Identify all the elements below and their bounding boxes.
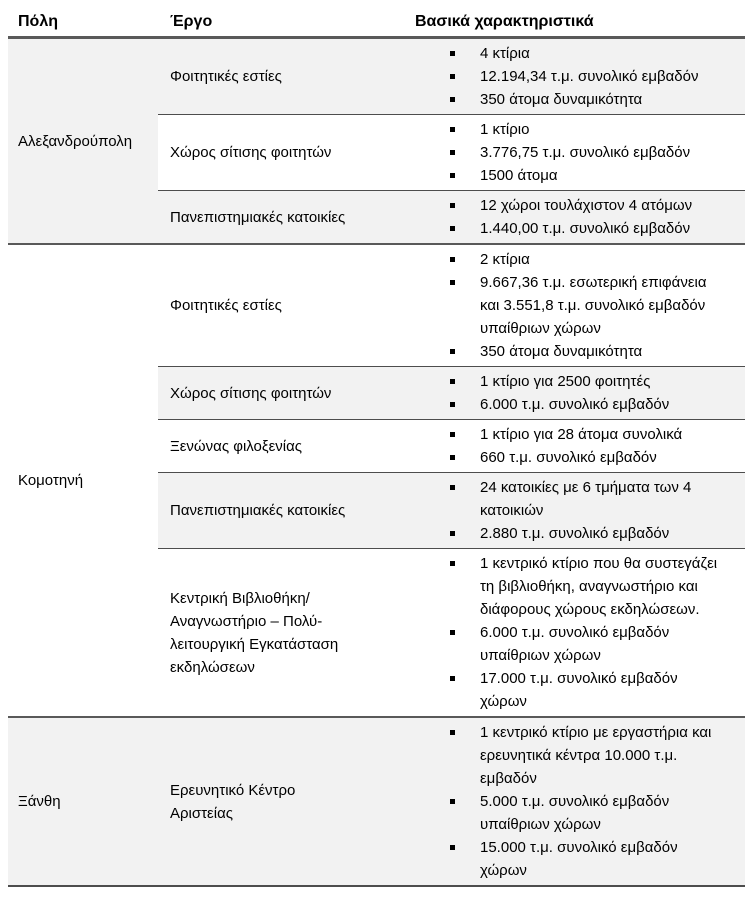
feature-item: [405, 194, 735, 217]
square-bullet-icon: [450, 203, 455, 208]
projects-table: [8, 0, 745, 887]
feature-text: 6.000 τ.μ. συνολικό εμβαδόν: [480, 396, 670, 413]
table-body: [8, 38, 745, 887]
feature-item: [405, 393, 735, 416]
square-bullet-icon: [450, 150, 455, 155]
header-row: [8, 0, 745, 38]
feature-item: [405, 248, 735, 271]
feature-text: 1 κτίριο για 28 άτομα συνολικά: [480, 426, 683, 443]
feature-text: 6.000 τ.μ. συνολικό εμβαδόν υπαίθριων χώρων: [480, 624, 670, 664]
column-header-city: Πόλη: [8, 0, 158, 38]
city-cell: Ξάνθη: [8, 717, 158, 886]
features-cell: [405, 115, 745, 191]
city-cell: Κομοτηνή: [8, 244, 158, 717]
project-cell: Ξενώνας φιλοξενίας: [158, 420, 405, 473]
feature-text: 660 τ.μ. συνολικό εμβαδόν: [480, 449, 657, 466]
features-cell: [405, 191, 745, 245]
square-bullet-icon: [450, 531, 455, 536]
city-cell: Αλεξανδρούπολη: [8, 38, 158, 245]
square-bullet-icon: [450, 485, 455, 490]
feature-item: [405, 423, 735, 446]
feature-item: [405, 667, 735, 713]
square-bullet-icon: [450, 127, 455, 132]
feature-item: [405, 370, 735, 393]
square-bullet-icon: [450, 799, 455, 804]
square-bullet-icon: [450, 402, 455, 407]
feature-text: 1500 άτομα: [480, 167, 558, 184]
square-bullet-icon: [450, 74, 455, 79]
feature-item: [405, 88, 735, 111]
feature-item: [405, 721, 735, 790]
feature-item: [405, 164, 735, 187]
column-header-features: Βασικά χαρακτηριστικά: [405, 0, 745, 38]
feature-text: 1.440,00 τ.μ. συνολικό εμβαδόν: [480, 220, 691, 237]
feature-text: 24 κατοικίες με 6 τμήματα των 4 κατοικιών: [480, 479, 692, 519]
features-cell: [405, 549, 745, 718]
column-header-project: Έργο: [158, 0, 405, 38]
feature-text: 5.000 τ.μ. συνολικό εμβαδόν υπαίθριων χώρων: [480, 793, 670, 833]
project-cell: Χώρος σίτισης φοιτητών: [158, 115, 405, 191]
square-bullet-icon: [450, 173, 455, 178]
feature-item: [405, 522, 735, 545]
feature-text: 12.194,34 τ.μ. συνολικό εμβαδόν: [480, 68, 699, 85]
feature-item: [405, 446, 735, 469]
feature-text: 2 κτίρια: [480, 251, 530, 268]
feature-item: [405, 65, 735, 88]
feature-text: 1 κεντρικό κτίριο με εργαστήρια και ερευνητικά κέντρα 10.000 τ.μ. εμβαδόν: [480, 724, 712, 787]
square-bullet-icon: [450, 845, 455, 850]
feature-text: 2.880 τ.μ. συνολικό εμβαδόν: [480, 525, 670, 542]
feature-item: [405, 790, 735, 836]
square-bullet-icon: [450, 226, 455, 231]
feature-text: 3.776,75 τ.μ. συνολικό εμβαδόν: [480, 144, 691, 161]
feature-item: [405, 476, 735, 522]
feature-text: 350 άτομα δυναμικότητα: [480, 343, 643, 360]
square-bullet-icon: [450, 630, 455, 635]
project-cell: Πανεπιστημιακές κατοικίες: [158, 473, 405, 549]
feature-item: [405, 42, 735, 65]
project-cell: Κεντρική Βιβλιοθήκη/Αναγνωστήριο – Πολύ-λειτουργική Εγκατάσταση εκδηλώσεων: [158, 549, 405, 718]
feature-item: [405, 552, 735, 621]
feature-text: 1 κτίριο για 2500 φοιτητές: [480, 373, 651, 390]
project-cell: Χώρος σίτισης φοιτητών: [158, 367, 405, 420]
project-cell: Φοιτητικές εστίες: [158, 38, 405, 115]
square-bullet-icon: [450, 349, 455, 354]
features-cell: [405, 367, 745, 420]
square-bullet-icon: [450, 730, 455, 735]
feature-text: 350 άτομα δυναμικότητα: [480, 91, 643, 108]
feature-text: 4 κτίρια: [480, 45, 530, 62]
table-row: [8, 38, 745, 115]
feature-item: [405, 118, 735, 141]
feature-item: [405, 621, 735, 667]
table-header: [8, 0, 745, 38]
feature-item: [405, 271, 735, 340]
square-bullet-icon: [450, 257, 455, 262]
square-bullet-icon: [450, 432, 455, 437]
feature-item: [405, 217, 735, 240]
feature-text: 17.000 τ.μ. συνολικό εμβαδόν χώρων: [480, 670, 678, 710]
feature-text: 1 κεντρικό κτίριο που θα συστεγάζει τη βιβλιοθήκη, αναγνωστήριο και διάφορους χώρους εκδηλώσεων.: [480, 555, 718, 618]
table-row: [8, 717, 745, 886]
features-cell: [405, 244, 745, 367]
features-cell: [405, 420, 745, 473]
project-cell: Πανεπιστημιακές κατοικίες: [158, 191, 405, 245]
feature-text: 1 κτίριο: [480, 121, 530, 138]
features-cell: [405, 717, 745, 886]
square-bullet-icon: [450, 51, 455, 56]
features-cell: [405, 473, 745, 549]
project-cell: Φοιτητικές εστίες: [158, 244, 405, 367]
feature-text: 12 χώροι τουλάχιστον 4 ατόμων: [480, 197, 693, 214]
square-bullet-icon: [450, 561, 455, 566]
square-bullet-icon: [450, 455, 455, 460]
table-row: [8, 244, 745, 367]
feature-text: 15.000 τ.μ. συνολικό εμβαδόν χώρων: [480, 839, 678, 879]
feature-item: [405, 836, 735, 882]
square-bullet-icon: [450, 379, 455, 384]
project-cell: Ερευνητικό Κέντρο Αριστείας: [158, 717, 405, 886]
feature-item: [405, 141, 735, 164]
features-cell: [405, 38, 745, 115]
feature-text: 9.667,36 τ.μ. εσωτερική επιφάνεια και 3.551,8 τ.μ. συνολικό εμβαδόν υπαίθριων χώρων: [480, 274, 707, 337]
square-bullet-icon: [450, 97, 455, 102]
square-bullet-icon: [450, 676, 455, 681]
square-bullet-icon: [450, 280, 455, 285]
feature-item: [405, 340, 735, 363]
